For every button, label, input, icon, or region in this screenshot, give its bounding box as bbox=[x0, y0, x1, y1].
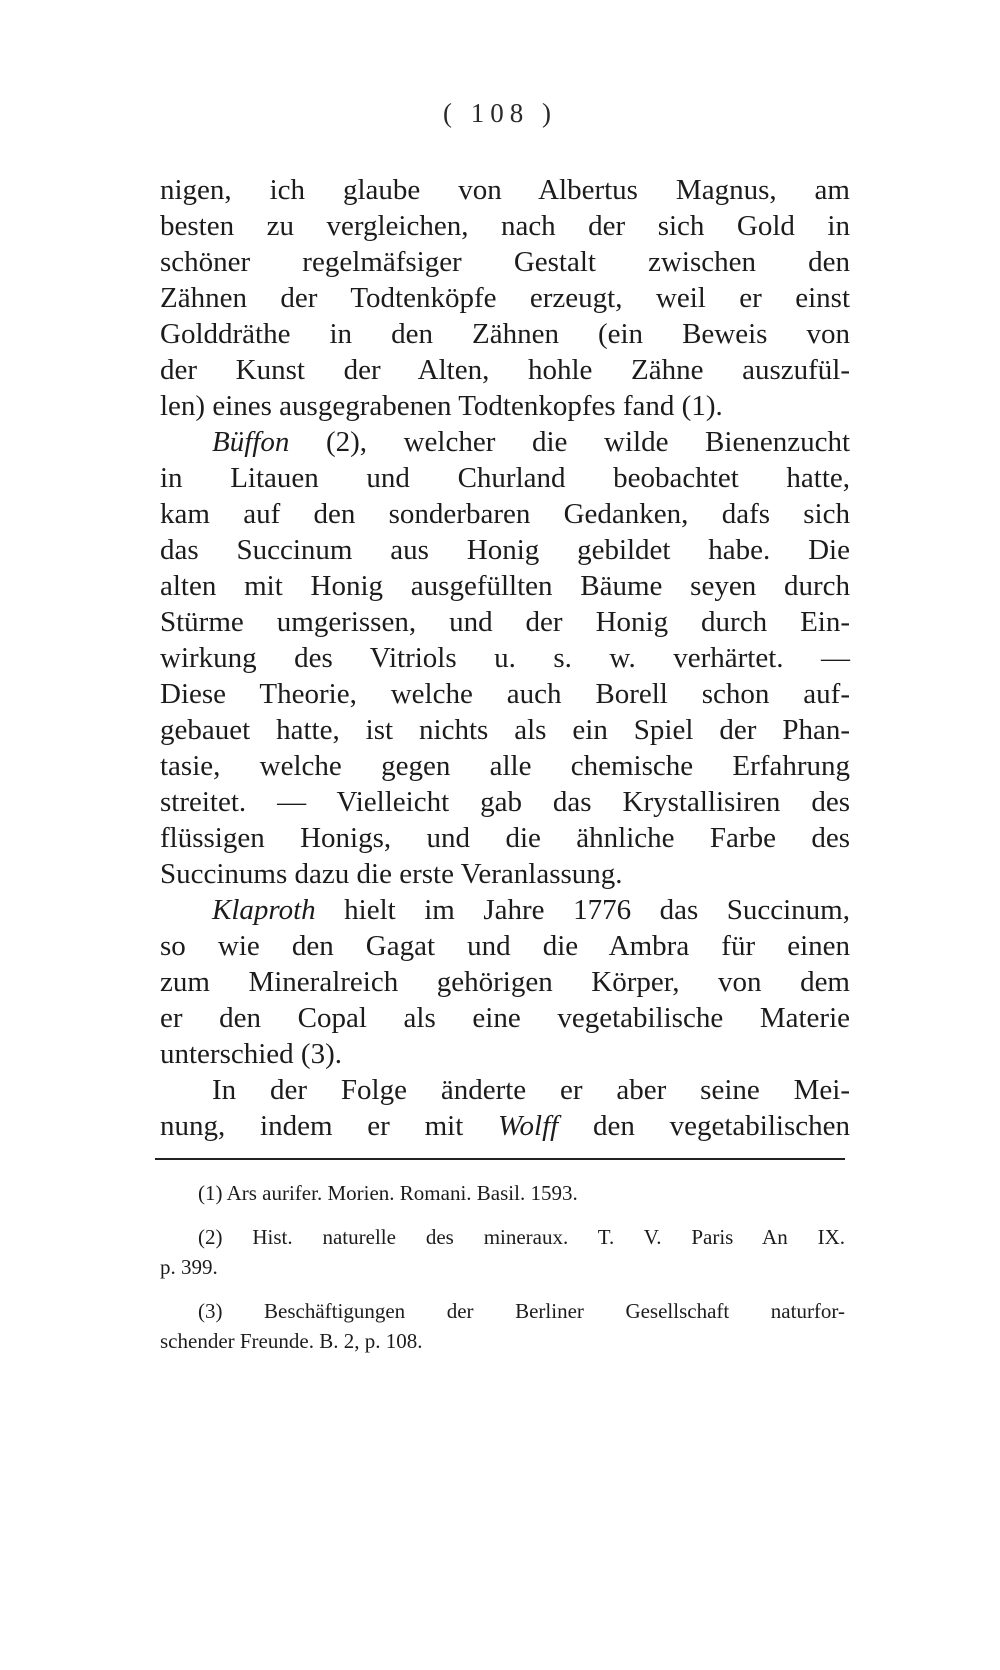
footnote-2 bbox=[160, 1222, 845, 1282]
footnote-3 bbox=[160, 1296, 845, 1356]
text-line: in Litauen und Churland beobachtet hatte, bbox=[160, 462, 850, 494]
text-line-rest: (2), welcher die wilde Bienenzucht bbox=[289, 426, 850, 458]
text-line: flüssigen Honigs, und die ähnliche Farbe des bbox=[160, 822, 850, 854]
text-line-buffon bbox=[160, 424, 850, 460]
footnote-line: (2) Hist. naturelle des mineraux. T. V. Paris An IX. bbox=[198, 1225, 845, 1249]
text-line: er den Copal als eine vegetabilische Materie bbox=[160, 1002, 850, 1034]
footnote-line: p. 399. bbox=[160, 1255, 218, 1279]
text-line: Diese Theorie, welche auch Borell schon auf- bbox=[160, 678, 850, 710]
text-line: das Succinum aus Honig gebildet habe. Die bbox=[160, 534, 850, 566]
body-text bbox=[160, 172, 850, 1144]
text-line: wirkung des Vitriols u. s. w. verhärtet. — bbox=[160, 642, 850, 674]
text-line: len) eines ausgegrabenen Todtenkopfes fand (1). bbox=[160, 390, 723, 422]
footnotes bbox=[160, 1178, 845, 1370]
footnote-line: (1) Ars aurifer. Morien. Romani. Basil. 1593. bbox=[198, 1181, 578, 1205]
text-line: nigen, ich glaube von Albertus Magnus, am bbox=[160, 174, 850, 206]
text-line: schöner regelmäfsiger Gestalt zwischen den bbox=[160, 246, 850, 278]
text-line: gebauet hatte, ist nichts als ein Spiel der Phan- bbox=[160, 714, 850, 746]
text-line-klaproth bbox=[160, 892, 850, 928]
author-name-buffon: Büffon bbox=[212, 426, 290, 458]
text-line: kam auf den sonderbaren Gedanken, dafs sich bbox=[160, 498, 850, 530]
text-line: unterschied (3). bbox=[160, 1038, 342, 1070]
text-line: so wie den Gagat und die Ambra für einen bbox=[160, 930, 850, 962]
text-line: Golddräthe in den Zähnen (ein Beweis von bbox=[160, 318, 850, 350]
text-line: In der Folge änderte er aber seine Mei- bbox=[212, 1074, 850, 1106]
author-name-wolff: Wolff bbox=[498, 1110, 559, 1142]
text-line: tasie, welche gegen alle chemische Erfahrung bbox=[160, 750, 850, 782]
text-line: zum Mineralreich gehörigen Körper, von dem bbox=[160, 966, 850, 998]
text-line: der Kunst der Alten, hohle Zähne auszufül- bbox=[160, 354, 850, 386]
text-line-rest: hielt im Jahre 1776 das Succinum, bbox=[315, 894, 850, 926]
text-line: Zähnen der Todtenköpfe erzeugt, weil er einst bbox=[160, 282, 850, 314]
text-line-start: nung, indem er mit bbox=[160, 1110, 499, 1142]
text-line: streitet. — Vielleicht gab das Krystallisiren des bbox=[160, 786, 850, 818]
text-line-wolff bbox=[160, 1108, 850, 1144]
footnote-line: (3) Beschäftigungen der Berliner Gesellschaft naturfor- bbox=[198, 1299, 845, 1323]
footnote-1 bbox=[160, 1178, 845, 1208]
footnote-divider bbox=[155, 1158, 845, 1160]
author-name-klaproth: Klaproth bbox=[212, 894, 316, 926]
page-number: ( 108 ) bbox=[443, 98, 557, 128]
text-line: alten mit Honig ausgefüllten Bäume seyen durch bbox=[160, 570, 850, 602]
text-line: Succinums dazu die erste Veranlassung. bbox=[160, 858, 623, 890]
text-line-rest: den vegetabilischen bbox=[558, 1110, 850, 1142]
footnote-line: schender Freunde. B. 2, p. 108. bbox=[160, 1329, 423, 1353]
text-line: besten zu vergleichen, nach der sich Gold in bbox=[160, 210, 850, 242]
text-line: Stürme umgerissen, und der Honig durch Ein- bbox=[160, 606, 850, 638]
